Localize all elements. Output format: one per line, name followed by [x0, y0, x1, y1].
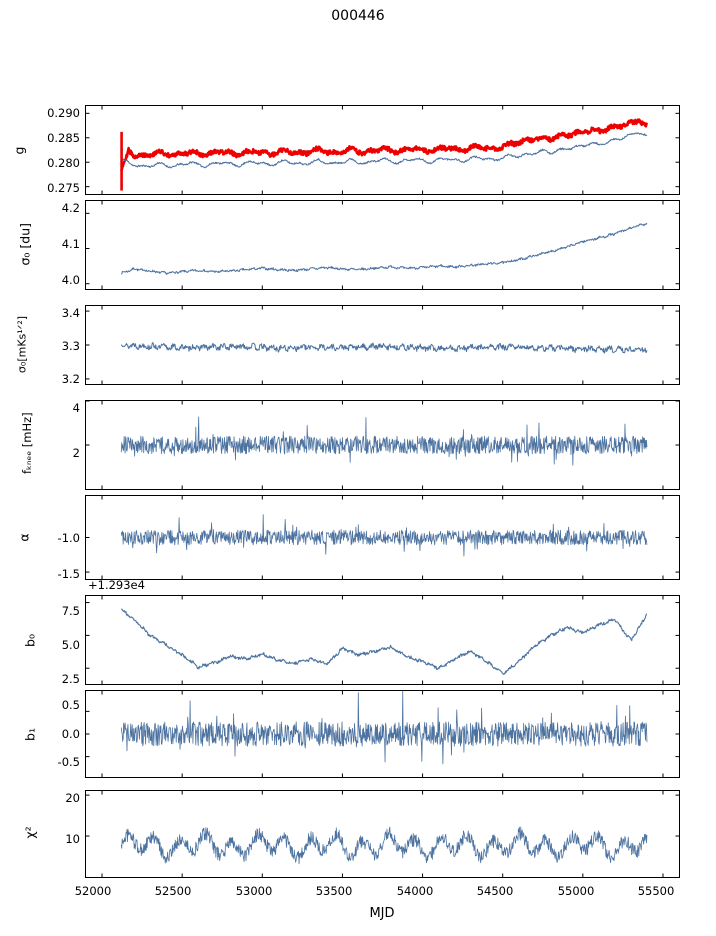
xaxis-label: MJD — [369, 906, 395, 921]
panel-sigma0-mks-ylabel — [16, 315, 29, 375]
xtick-7: 55500 — [637, 884, 675, 898]
xtick-2: 53000 — [235, 884, 273, 898]
panel-g-ytick-3: 0.275 — [47, 181, 80, 195]
panel-chi2-ytick-1: 10 — [65, 832, 80, 846]
panel-b1 — [85, 690, 680, 778]
chi2-label-text: χ² — [22, 826, 38, 839]
panel-sigma0-du-ytick-2: 4.0 — [61, 273, 80, 287]
panel-b0 — [85, 595, 680, 685]
panel-sigma0-mks — [85, 305, 680, 385]
panel-f-knee-ytick-0: 4 — [72, 401, 80, 415]
xtick-4: 54000 — [396, 884, 434, 898]
panel-b1-ytick-2: -0.5 — [57, 755, 80, 769]
panel-alpha — [85, 495, 680, 580]
panel-g-ytick-0: 0.290 — [47, 106, 80, 120]
xtick-5: 54500 — [476, 884, 514, 898]
panel-alpha-ylabel: α — [16, 533, 32, 542]
f-knee-label-text: fₖₙₑₑ [mHz] — [20, 412, 34, 474]
panel-alpha-ytick-1: -1.5 — [57, 567, 80, 581]
panel-g-ytick-2: 0.280 — [47, 156, 80, 170]
panel-b1-ytick-1: 0.0 — [61, 727, 80, 741]
panel-sigma0-mks-ytick-0: 3.4 — [61, 306, 80, 320]
panel-b0-ytick-1: 5.0 — [61, 638, 80, 652]
xtick-1: 52500 — [154, 884, 192, 898]
b1-label-text: b₁ — [22, 728, 38, 741]
panel-b0-offset-text: +1.293e4 — [88, 578, 145, 592]
panel-f-knee-ytick-1: 2 — [72, 446, 80, 460]
panel-sigma0-du-ytick-1: 4.1 — [61, 237, 80, 251]
panel-f-knee — [85, 400, 680, 490]
panel-chi2 — [85, 790, 680, 878]
b0-label-text: b₀ — [22, 634, 38, 647]
panel-alpha-ytick-0: -1.0 — [57, 531, 80, 545]
panel-b1-ytick-0: 0.5 — [61, 698, 80, 712]
panel-sigma0-du-ytick-0: 4.2 — [61, 201, 80, 215]
figure-title: 000446 — [331, 8, 385, 24]
panel-sigma0-mks-ytick-2: 3.2 — [61, 372, 80, 386]
xtick-3: 53500 — [315, 884, 353, 898]
sigma0-mks-label-text: σ₀[mKs¹ᐟ²] — [15, 315, 29, 374]
xtick-0: 52000 — [74, 884, 112, 898]
sigma0-du-label-text: σ₀ [du] — [17, 222, 33, 266]
panel-f-knee-ylabel — [20, 412, 34, 474]
panel-sigma0-du — [85, 200, 680, 290]
panel-g-ylabel: g — [11, 146, 27, 155]
panel-sigma0-du-ylabel — [17, 222, 33, 266]
panel-b0-ytick-2: 2.5 — [61, 672, 80, 686]
panel-g — [85, 105, 680, 195]
panel-chi2-ytick-0: 20 — [65, 791, 80, 805]
xtick-6: 55000 — [557, 884, 595, 898]
panel-sigma0-mks-ytick-1: 3.3 — [61, 339, 80, 353]
panel-g-ytick-1: 0.285 — [47, 131, 80, 145]
panel-b0-ytick-0: 7.5 — [61, 604, 80, 618]
